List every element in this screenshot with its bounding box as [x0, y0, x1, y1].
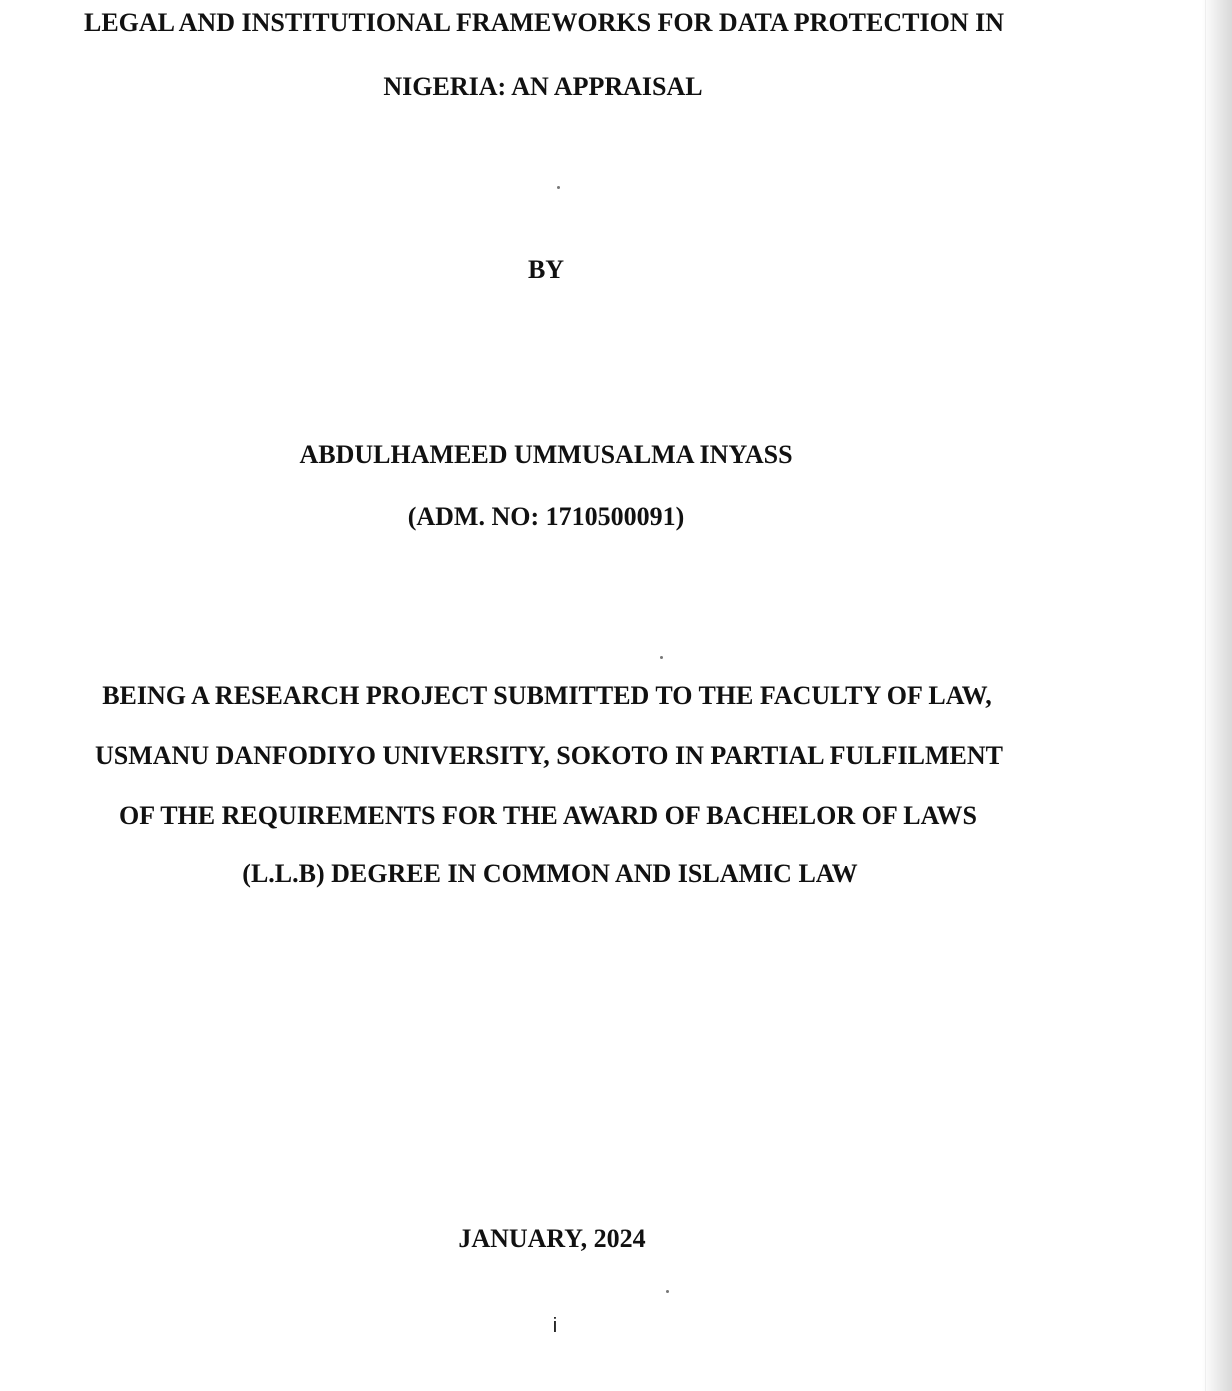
document-title-line-2: NIGERIA: AN APPRAISAL — [383, 72, 703, 101]
scan-speck — [666, 1290, 669, 1293]
submission-statement-line-2: USMANU DANFODIYO UNIVERSITY, SOKOTO IN PARTIAL FULFILMENT — [94, 741, 1003, 770]
scan-edge-line — [1205, 0, 1206, 1391]
submission-statement-line-3: OF THE REQUIREMENTS FOR THE AWARD OF BACHELOR OF LAWS — [119, 801, 977, 830]
author-name: ABDULHAMEED UMMUSALMA INYASS — [299, 440, 793, 469]
by-label: BY — [527, 255, 565, 284]
submission-statement-line-4: (L.L.B) DEGREE IN COMMON AND ISLAMIC LAW — [242, 859, 858, 888]
admission-number: (ADM. NO: 1710500091) — [407, 502, 685, 531]
scan-shadow-edge — [1202, 0, 1232, 1391]
document-title-line-1: LEGAL AND INSTITUTIONAL FRAMEWORKS FOR DATA PROTECTION IN — [83, 8, 1005, 37]
scan-speck — [660, 656, 663, 659]
submission-statement-line-1: BEING A RESEARCH PROJECT SUBMITTED TO THE FACULTY OF LAW, — [102, 681, 992, 710]
page-number: i — [552, 1315, 558, 1337]
scan-speck — [557, 186, 560, 189]
submission-date: JANUARY, 2024 — [458, 1224, 646, 1253]
